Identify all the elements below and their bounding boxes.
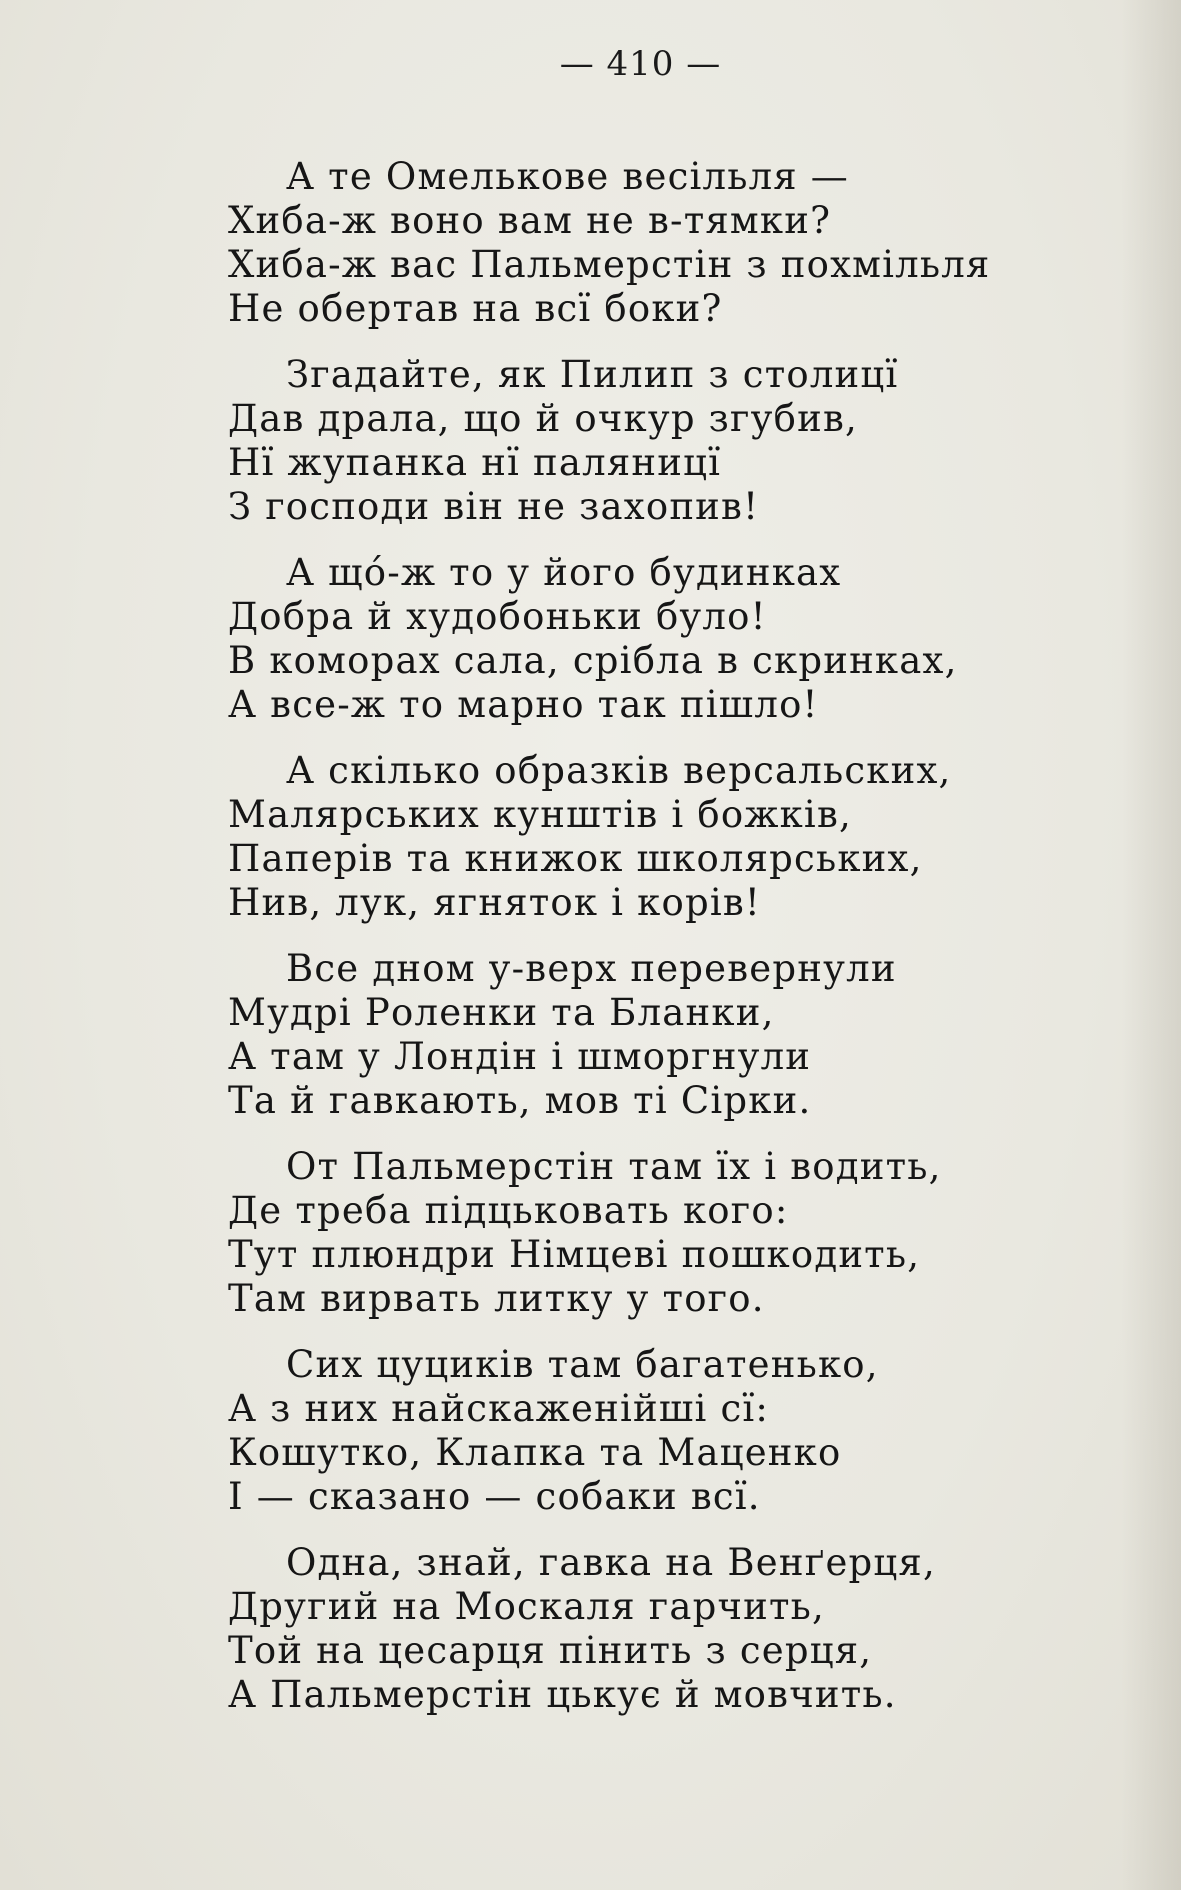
verse-line: Згадайте, як Пилип з столицї (286, 353, 899, 396)
verse-line: А все-ж то марно так пішло! (228, 683, 819, 726)
verse-line: А Пальмерстін цькує й мовчить. (228, 1673, 897, 1716)
verse-line: І — сказано — собаки всї. (228, 1475, 761, 1518)
verse-line: Сих цуциків там багатенько, (286, 1343, 879, 1386)
stanza (228, 947, 1128, 1123)
stanza (228, 551, 1128, 727)
verse-line: Хиба-ж вас Пальмерстін з похмільля (228, 243, 991, 286)
verse-line: А скілько образків версальских, (286, 749, 952, 792)
verse-line: Та й гавкають, мов ті Сірки. (228, 1079, 812, 1122)
verse-line: Одна, знай, гавка на Венґерця, (286, 1541, 936, 1584)
verse-line: Мудрі Роленки та Бланки, (228, 991, 775, 1034)
verse-line: Кошутко, Клапка та Маценко (228, 1431, 842, 1474)
verse-line: Паперів та книжок школярських, (228, 837, 923, 880)
verse-line: З господи він не захопив! (228, 485, 760, 528)
verse-line: Дав драла, що й очкур згубив, (228, 397, 858, 440)
verse-line: Тут плюндри Німцеві пошкодить, (228, 1233, 921, 1276)
stanza (228, 155, 1128, 331)
verse-line: А щó-ж то у його будинках (286, 551, 842, 594)
verse-line: Нї жупанка нї паляницї (228, 441, 722, 484)
verse-line: А те Омельковe весільля — (286, 155, 849, 198)
verse-line: А з них найскаженійші сї: (228, 1387, 770, 1430)
stanza (228, 749, 1128, 925)
stanza (228, 1541, 1128, 1717)
stanza (228, 353, 1128, 529)
stanza (228, 1145, 1128, 1321)
verse-line: Нив, лук, ягняток і корів! (228, 881, 761, 924)
stanza (228, 1343, 1128, 1519)
verse-line: Другий на Москаля гарчить, (228, 1585, 825, 1628)
verse-line: Добра й худобоньки було! (228, 595, 767, 638)
verse-line: Хиба-ж воно вам не в-тямки? (228, 199, 832, 242)
verse-line: А там у Лондін і шморгнули (228, 1035, 812, 1078)
verse-line: В коморах сала, срібла в скринках, (228, 639, 958, 682)
verse-line: Той на цесарця пінить з серця, (228, 1629, 873, 1672)
page-edge-shadow (1121, 0, 1181, 1890)
verse-line: Де треба підцьковать кого: (228, 1189, 789, 1232)
page-number: — 410 — (559, 44, 722, 84)
verse-line: Там вирвать литку у того. (228, 1277, 765, 1320)
verse-line: Все дном у-верх перевернули (286, 947, 897, 990)
verse-line: От Пальмерстін там їх і водить, (286, 1145, 942, 1188)
verse-line: Не обертав на всї боки? (228, 287, 723, 330)
verse-line: Малярських кунштів і божків, (228, 793, 852, 836)
